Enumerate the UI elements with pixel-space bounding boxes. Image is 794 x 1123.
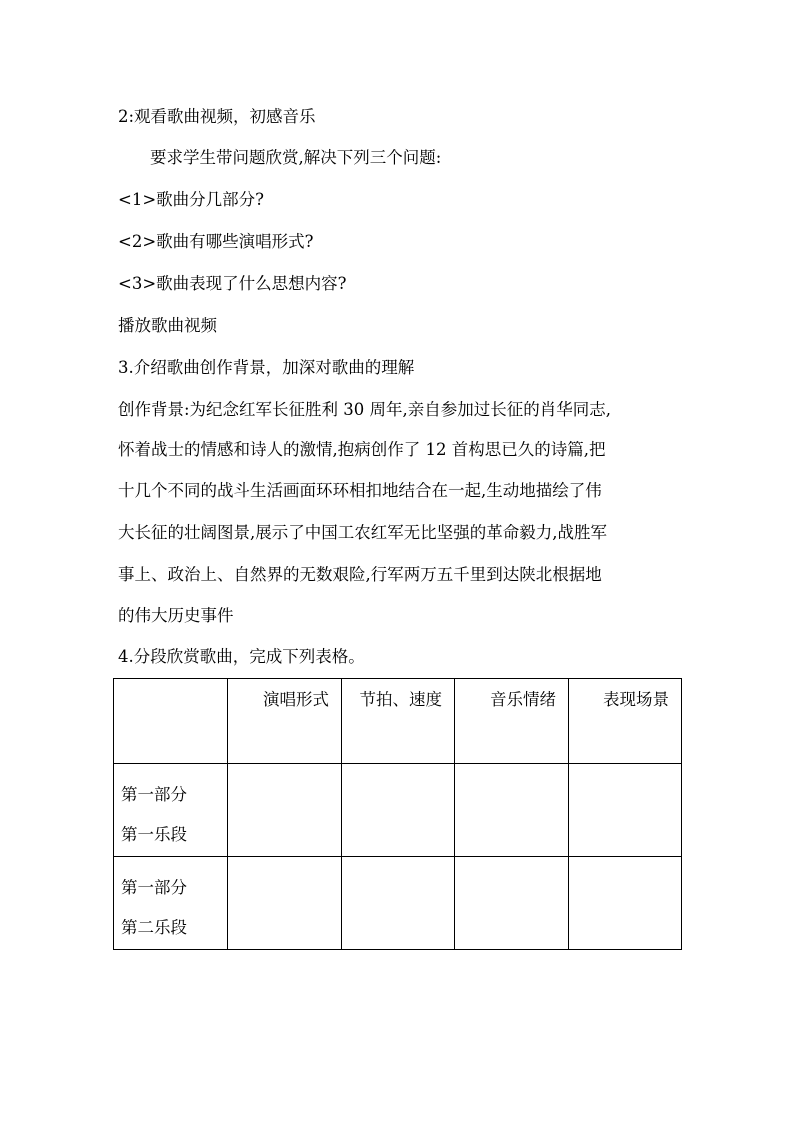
analysis-table [113, 678, 682, 950]
header-cell-singing-form: 演唱形式 [228, 679, 342, 764]
answer-cell[interactable] [342, 764, 455, 857]
background-line-3: 十几个不同的战斗生活画面环环相扣地结合在一起,生动地描绘了伟 [118, 481, 602, 500]
header-cell-mood: 音乐情绪 [455, 679, 569, 764]
play-video-text: 播放歌曲视频 [118, 316, 217, 335]
table-row [114, 764, 682, 857]
table-row [114, 857, 682, 950]
answer-cell[interactable] [455, 857, 569, 950]
step-2-heading: 2:观看歌曲视频，初感音乐 [118, 107, 316, 126]
background-line-6: 的伟大历史事件 [118, 606, 234, 625]
question-1: <1>歌曲分几部分? [118, 190, 264, 209]
row-label-section: 第一乐段 [121, 825, 187, 844]
step-4-heading: 4.分段欣赏歌曲，完成下列表格。 [118, 647, 365, 666]
row-label-cell [114, 857, 228, 950]
background-line-4: 大长征的壮阔图景,展示了中国工农红军无比坚强的革命毅力,战胜军 [118, 523, 607, 542]
answer-cell[interactable] [228, 764, 342, 857]
answer-cell[interactable] [455, 764, 569, 857]
answer-cell[interactable] [569, 857, 682, 950]
row-label-part: 第一部分 [121, 878, 187, 897]
row-label-section: 第二乐段 [121, 918, 187, 937]
header-cell-meter-tempo: 节拍、速度 [342, 679, 455, 764]
question-3: <3>歌曲表现了什么思想内容? [118, 274, 347, 293]
background-line-5: 事上、政治上、自然界的无数艰险,行军两万五千里到达陕北根据地 [118, 565, 602, 584]
step-3-heading: 3.介绍歌曲创作背景，加深对歌曲的理解 [118, 358, 415, 377]
row-label-cell [114, 764, 228, 857]
table-header-row [114, 679, 682, 764]
question-2: <2>歌曲有哪些演唱形式? [118, 232, 314, 251]
answer-cell[interactable] [342, 857, 455, 950]
background-line-2: 怀着战士的情感和诗人的激情,抱病创作了 12 首构思已久的诗篇,把 [118, 440, 606, 459]
background-line-1: 创作背景:为纪念红军长征胜利 30 周年,亲自参加过长征的肖华同志, [118, 400, 612, 419]
header-cell-empty [114, 679, 228, 764]
row-label-part: 第一部分 [121, 785, 187, 804]
answer-cell[interactable] [569, 764, 682, 857]
task-instruction: 要求学生带问题欣赏,解决下列三个问题: [150, 148, 442, 167]
header-cell-scene: 表现场景 [569, 679, 682, 764]
answer-cell[interactable] [228, 857, 342, 950]
